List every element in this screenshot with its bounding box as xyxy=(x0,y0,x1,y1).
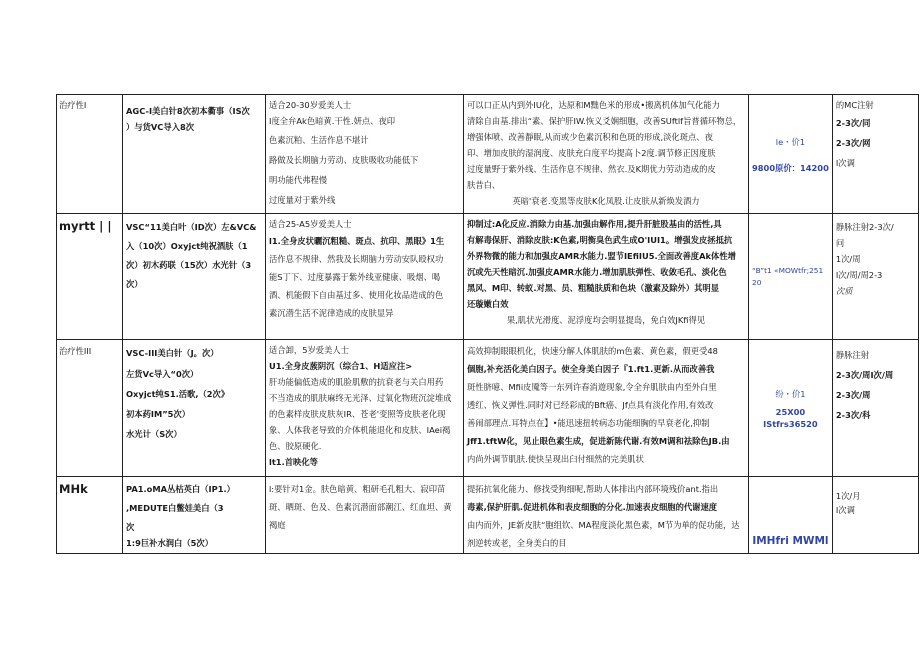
table-row xyxy=(57,95,919,214)
effect-line: 善闹部理点.耳特点在】•能迅速扭转病态功能细胸的早衰老化,抑制 xyxy=(467,418,710,428)
effect-cell xyxy=(464,340,749,477)
effect-line: 印、增加皮肤的湿润度、皮肤充白度平均提高卜2度.调节修正因度肤 xyxy=(467,148,716,158)
target-cell xyxy=(266,477,464,554)
price-cell xyxy=(749,477,833,554)
price-cell xyxy=(749,214,833,340)
program-line: ,MEDUTE白鳖娃美白（3 xyxy=(126,503,224,513)
frequency-line: 2-3次/科 xyxy=(835,410,871,420)
frequency-line: 2-3次/网 xyxy=(835,138,871,148)
target-line: 象、人体我老导致的介体机能退化和皮肤、IAei褐 xyxy=(269,425,451,435)
price-line: 纷・价1 xyxy=(775,388,806,399)
effect-line: 清除自由基.排出“素、保护肝IW.恢义爻娴细胞，改善SUftlf旨普循环物总， xyxy=(467,116,742,126)
target-line: I度全弁Ak色暗黄.干性.妍点、夜印 xyxy=(269,116,396,126)
effect-cell xyxy=(464,95,749,214)
effect-line: 斑性脐噫、Mfii皮魇等一东列许春消遊现象,令全弁肌肤由内至外白里 xyxy=(467,382,717,392)
table-row xyxy=(57,477,919,554)
table-row xyxy=(57,340,919,477)
price-line: IStfrs36520 xyxy=(763,418,818,429)
price-line: 20 xyxy=(752,278,762,287)
target-line: 酒、机能假下自由基过多、使用化妆品造成的色 xyxy=(269,290,444,300)
program-line: 左货Vc导入“0次） xyxy=(126,369,199,379)
program-line: AGC-I美白针8次初本衢事（IS次 xyxy=(126,106,250,116)
treatment-table xyxy=(56,94,919,554)
row-label-cell xyxy=(57,477,123,554)
target-line: 适合卸，5岁爱美人士 xyxy=(269,345,349,355)
effect-line: 毒素,保护肝肌.促进机体和表皮细胞的分化.加速表皮细胞的代谢速度 xyxy=(467,502,718,512)
target-line: 适合20-30岁爱美人士 xyxy=(269,100,352,110)
target-cell xyxy=(266,95,464,214)
effect-line: 剂逆转或老，全身美白的目 xyxy=(467,538,567,548)
frequency-line: 2-3次/同 xyxy=(835,118,871,128)
effect-line: 肤昔白、 xyxy=(467,180,501,190)
target-cell xyxy=(266,340,464,477)
row-label-cell xyxy=(57,214,123,340)
frequency-cell xyxy=(832,477,918,554)
effect-line: 個胞,补充活化美白因子。使全身美白因子『1.ft1.更新.从而改善我 xyxy=(467,364,715,374)
target-line: l:要针对1金。肤色暗黄、粗研毛孔粗大、寂印苗 xyxy=(269,484,446,494)
effect-line: 英暗'衰老.变黑等皮肤K化凤股.让皮肤从新焕发酒力 xyxy=(512,196,700,206)
target-line: 斑、晒斑、色及、色素沉潜面部潮江、红血坦、黄 xyxy=(269,502,452,512)
effect-line: 透红、恢义弹性.同时对已经彩成的Bft癌、Jf点具有淡化作用,有效改 xyxy=(467,400,714,410)
effect-line: 抑制过:A化反应.消除力由基.加强由解作用,提升肝脏股基由的活性,具 xyxy=(467,219,722,229)
row-label: myrtt | | xyxy=(59,219,112,233)
target-line: 活作息不规律、然我及长期脑力劳动安队殴权功 xyxy=(269,254,444,264)
program-line: PA1.oMA丛枯英白（IP1.） xyxy=(126,484,235,494)
target-line: 的色素样皮肤皮肤灰IR、苍老'变照等皮肤老化现 xyxy=(269,409,446,419)
target-line: U1.全身皮蔟阴沉（综合1、H适应注> xyxy=(269,361,413,371)
effect-line: 有解毒保肝、消除皮肤:K色素,明衡臭色武生成O'IUI1。增强发皮拯抵抗 xyxy=(467,235,733,245)
frequency-line: 2-3次/周 xyxy=(835,390,871,400)
program-line: 水光计（S次） xyxy=(126,429,182,439)
effect-cell xyxy=(464,477,749,554)
price-line: 9800原价：14200 xyxy=(752,162,829,173)
effect-cell xyxy=(464,214,749,340)
target-line: lt1.首映化等 xyxy=(269,457,318,467)
frequency-line: 问 xyxy=(835,238,845,248)
target-line: 路做及长期脑力劳动、皮肤吸收功能低下 xyxy=(269,155,419,165)
program-line: 次 xyxy=(126,522,135,532)
frequency-line: 1次/月 xyxy=(835,491,861,501)
program-line: 初本药IM”5次） xyxy=(126,409,191,419)
price-cell xyxy=(749,95,833,214)
price-line: “B”t1 «MOWtfr;251 xyxy=(752,266,824,275)
program-line: 次）初木药联（15次）水光针（3 xyxy=(126,260,252,270)
target-line: 色素沉粕、生活作息不堪计 xyxy=(269,135,369,145)
program-line: VSC-III美白针（J。次） xyxy=(126,348,219,358)
row-label-cell xyxy=(57,340,123,477)
target-line: l1.全身皮状曬沉粗糙、斑点、抗印、黑眼》1生 xyxy=(269,236,445,246)
price-cell xyxy=(749,340,833,477)
frequency-line: 2-3次/周I次/周 xyxy=(835,370,894,380)
effect-line: 还璇嫩白效 xyxy=(467,299,509,309)
row-label: MHk xyxy=(59,482,88,496)
effect-line: 由内而外，JE新皮肤“胞组钦、MA程度淡化黑色素，M节为单的促功能，达 xyxy=(467,520,740,530)
table-row xyxy=(57,214,919,340)
price-line: le・价1 xyxy=(775,136,806,147)
target-line: 素沉潜生活不泥律造成的皮肤显异 xyxy=(269,308,394,318)
effect-line: 黑风、M印、转蚁.对黑、员、粗糙肤质和色块（激素及除外）其明显 xyxy=(467,283,720,293)
target-line: 明功能代弗程慢 xyxy=(269,175,328,185)
effect-line: 果,肌状光滑度、泥浮度均会明显提岛，免白效JKfi得见 xyxy=(506,315,706,325)
effect-line: 沉或先天性暗沉.加强皮AMR水能力.增加肌肤弹性、收敛毛孔、淡化色 xyxy=(467,267,727,277)
row-label-cell xyxy=(57,95,123,214)
price-line: 25X00 xyxy=(775,406,806,417)
program-line: ）与货VC导入8次 xyxy=(126,122,195,132)
program-line: 1:9巨补水润白（5次） xyxy=(126,538,214,548)
program-line: VSC“11美白叶（ID次）左&VC& xyxy=(126,222,257,232)
frequency-line: I次/周/周2-3 xyxy=(835,270,883,280)
frequency-cell xyxy=(832,340,918,477)
program-cell xyxy=(123,214,266,340)
target-line: 色、胶原硬化. xyxy=(269,441,322,451)
frequency-cell xyxy=(832,214,918,340)
price-line: IMHfri MWMl xyxy=(752,535,829,547)
target-cell xyxy=(266,214,464,340)
effect-line: 增强体喷、改善靜眠,从而或少色素沉积和色斑的形成,淡化斑点、夜 xyxy=(467,132,713,142)
effect-line: 内尚外调节肌肤.使快呈现出臼付细然的完美肌状 xyxy=(467,454,644,464)
effect-line: 提拓抗氧化能力、修找受狗细呢,帮助人体排出内部环境残价ant.指出 xyxy=(467,484,719,494)
target-line: 褐庭 xyxy=(269,520,286,530)
frequency-line: I次调 xyxy=(835,158,855,168)
frequency-line: I次调 xyxy=(835,505,855,515)
effect-line: 外界物微的能力和加强皮AMR水能力.盟节IEfiIU5.全面改善度Ak体性增 xyxy=(467,251,736,261)
program-cell xyxy=(123,477,266,554)
target-line: 肝功能偏低造成的肌脸肌敷的抗衰老与关白用药 xyxy=(269,377,444,387)
effect-line: 过度量野于紫外线、生活作息不规律、然衣.及K期优力劳动造成的皮 xyxy=(467,164,716,174)
target-line: 能S丁下、过度暴露于紫外线亚健康、吸烟、喝 xyxy=(269,272,441,282)
effect-line: 高效抑制眼眼机化，快速分解人体肌肤的m色素、黄色素，假更受48 xyxy=(467,346,718,356)
program-cell xyxy=(123,340,266,477)
frequency-line: 的MC注射 xyxy=(835,100,874,110)
program-line: 次） xyxy=(126,279,143,289)
row-label: 治疗性III xyxy=(59,346,92,356)
frequency-line: 静脉注射2-3次/ xyxy=(835,222,894,232)
frequency-line: 1次/周 xyxy=(835,254,861,264)
program-line: 入（10次）Oxyjct纯祝酒肤（1 xyxy=(126,241,248,251)
frequency-line: 静脉注射 xyxy=(835,350,870,360)
frequency-cell xyxy=(832,95,918,214)
effect-line: Jff1.tftW化，见止眼色素生成，促进新陈代谢.有效M调和祛除色JB.由 xyxy=(467,436,730,446)
effect-line: 可以口正从内到外IU化，达原和M黜色米的形成•搬离机体加气化能力 xyxy=(467,100,720,110)
program-cell xyxy=(123,95,266,214)
program-line: Oxyjct纯S1.活歌,（2次》 xyxy=(126,389,230,399)
row-label: 治疗性I xyxy=(59,100,87,110)
frequency-line: 次质 xyxy=(835,286,853,296)
target-line: 适合25-A5岁爱美人士 xyxy=(269,219,352,229)
target-line: 不当造成的肌肤麻终无光泽、过氧化物班沉淀堆成 xyxy=(269,393,452,403)
target-line: 过度量对于紫外线 xyxy=(269,195,336,205)
